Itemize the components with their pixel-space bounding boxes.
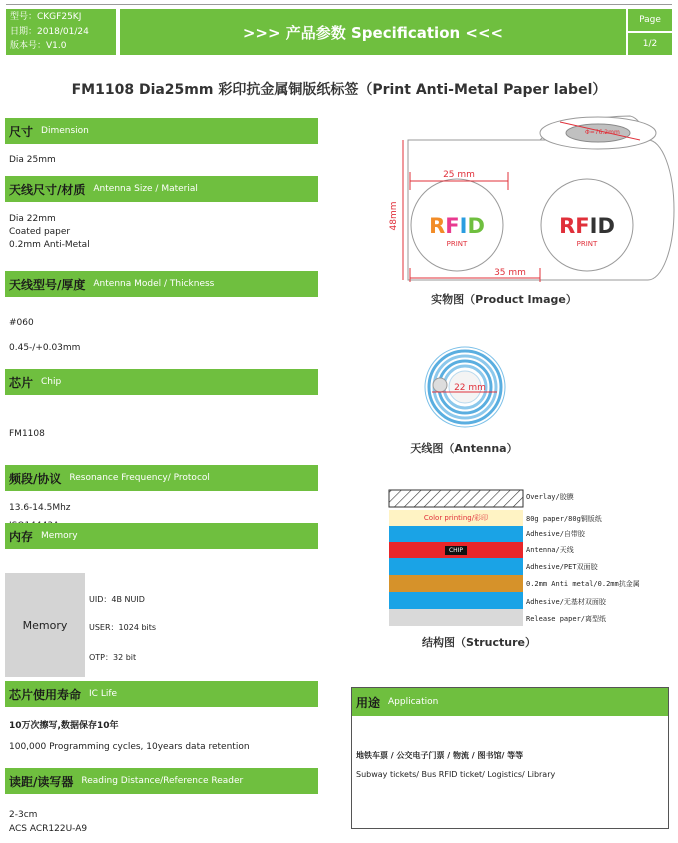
doc-version: 版本号：V1.0: [10, 41, 67, 51]
antenna-thickness-value: 0.45-/+0.03mm: [9, 343, 81, 353]
section-title-zh: 内存: [9, 529, 34, 544]
layer-anti-metal: [389, 575, 523, 592]
layer-paper-text: Color printing/彩印: [423, 514, 489, 522]
layer-label-antenna: Antenna/天线: [526, 546, 574, 554]
antenna-material: Coated paper: [9, 227, 71, 237]
application-title-en: Application: [388, 697, 439, 707]
structure-caption: 结构图（Structure）: [422, 636, 536, 649]
layer-release: [389, 609, 523, 626]
layer-label-overlay: Overlay/胶膜: [526, 493, 574, 501]
roll-diameter-label: Φ=76.2mm: [585, 129, 620, 136]
application-uses-en: Subway tickets/ Bus RFID ticket/ Logistics/ Library: [356, 770, 556, 779]
dimension-value: Dia 25mm: [9, 155, 56, 165]
antenna-caption: 天线图（Antenna）: [410, 442, 518, 455]
header-title: >>> 产品参数 Specification <<<: [120, 9, 626, 55]
model-number: 型号：CKGF25KJ: [10, 12, 82, 22]
rfid-logo-1: RFID: [429, 214, 485, 238]
layer-label-anti-metal: 0.2mm Anti metal/0.2mm抗金属: [526, 580, 640, 588]
section-title-zh: 读距/读写器: [9, 774, 74, 789]
layer-paper: [389, 510, 523, 526]
print-label-2: PRINT: [576, 240, 598, 248]
product-title: FM1108 Dia25mm 彩印抗金属铜版纸标签（Print Anti-Metal Paper label）: [71, 82, 607, 98]
ic-life-en: 100,000 Programming cycles, 10years data retention: [9, 742, 250, 752]
layer-adhesive-1: [389, 526, 523, 542]
frequency-value: 13.6-14.5Mhz: [9, 503, 71, 513]
memory-user: USER：1024 bits: [89, 623, 157, 632]
section-title-en: Antenna Size / Material: [93, 184, 198, 194]
section-title-zh: 天线型号/厚度: [9, 277, 86, 292]
application-box: [351, 687, 669, 829]
antenna-metal: 0.2mm Anti-Metal: [9, 240, 90, 250]
section-title-zh: 尺寸: [9, 124, 34, 139]
section-title-en: Reading Distance/Reference Reader: [81, 776, 244, 786]
section-title-zh: 芯片: [9, 375, 34, 390]
dim-35-label: 35 mm: [494, 268, 526, 278]
section-title-zh: 天线尺寸/材质: [9, 182, 86, 197]
doc-date: 日期：2018/01/24: [10, 26, 89, 37]
memory-otp: OTP：32 bit: [89, 653, 137, 662]
page-number: 1/2: [628, 33, 672, 55]
layer-label-paper: 80g paper/80g铜版纸: [526, 515, 602, 523]
ic-life-zh: 10万次擦写,数据保存10年: [9, 721, 119, 731]
layer-label-adhesive-pet: Adhesive/PET双面胶: [526, 563, 598, 571]
section-title-zh: 频段/协议: [9, 471, 62, 486]
section-title-zh: 芯片使用寿命: [9, 687, 82, 702]
section-title-en: Resonance Frequency/ Protocol: [69, 473, 210, 483]
section-title-en: Dimension: [41, 126, 89, 136]
layer-adhesive-2: [389, 592, 523, 609]
dim-48-label: 48mm: [389, 201, 399, 231]
section-title-en: IC Life: [89, 689, 118, 699]
reading-distance: 2-3cm: [9, 810, 38, 820]
overlay-layer-hatch: [389, 490, 523, 507]
product-image-caption: 实物图（Product Image）: [431, 293, 577, 306]
page-label: Page: [628, 9, 672, 31]
reader-model: ACS ACR122U-A9: [9, 824, 88, 834]
antenna-drawing: [425, 347, 505, 427]
memory-label: Memory: [5, 573, 85, 677]
antenna-model-value: #060: [9, 318, 34, 328]
chip-box: CHIP: [445, 546, 467, 555]
section-title-en: Memory: [41, 531, 78, 541]
dim-25-label: 25 mm: [443, 170, 475, 180]
layer-label-adhesive-1: Adhesive/自带胶: [526, 530, 585, 538]
section-title-en: Chip: [41, 377, 62, 387]
layer-antenna: [389, 542, 523, 558]
layer-adhesive-pet: [389, 558, 523, 575]
chip-value: FM1108: [9, 429, 45, 439]
memory-uid: UID：4B NUID: [89, 595, 145, 604]
application-title-zh: 用途: [356, 695, 381, 710]
print-label-1: PRINT: [446, 240, 468, 248]
antenna-dim-label: 22 mm: [454, 383, 486, 393]
application-uses-zh: 地铁车票 / 公交电子门票 / 物流 / 图书馆/ 等等: [356, 751, 524, 760]
antenna-chip-pad: [433, 378, 447, 392]
rfid-logo-2: RFID: [559, 214, 615, 238]
layer-label-adhesive-2: Adhesive/无基材双面胶: [526, 598, 606, 606]
section-title-en: Antenna Model / Thickness: [93, 279, 215, 289]
antenna-diameter: Dia 22mm: [9, 214, 56, 224]
application-header: [352, 688, 668, 716]
layer-label-release: Release paper/离型纸: [526, 615, 607, 623]
